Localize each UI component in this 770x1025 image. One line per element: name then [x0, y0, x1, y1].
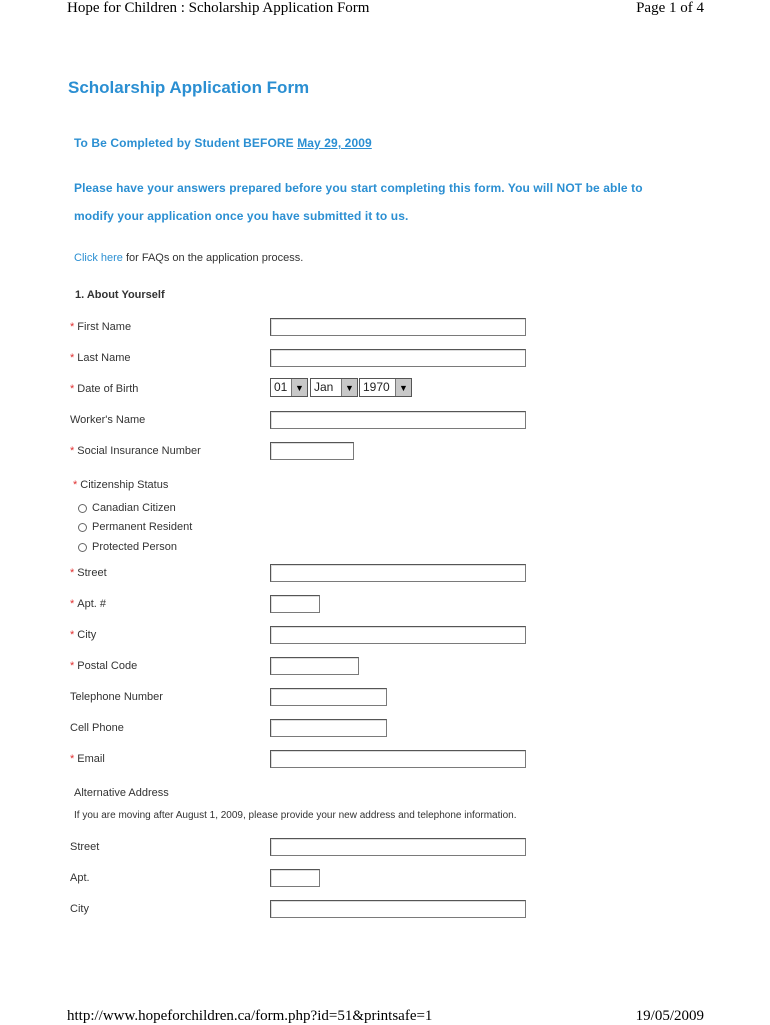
print-header-title: Hope for Children : Scholarship Application Form — [67, 0, 370, 16]
citizenship-option-label: Canadian Citizen — [92, 502, 176, 514]
required-marker: * — [70, 352, 75, 364]
required-marker: * — [70, 321, 75, 333]
citizenship-option-permanent[interactable] — [78, 521, 192, 533]
postal-code-input[interactable] — [270, 657, 359, 675]
dob-label-text: Date of Birth — [77, 383, 139, 395]
telephone-label: Telephone Number — [70, 691, 163, 703]
required-marker: * — [70, 629, 75, 641]
sin-label-text: Social Insurance Number — [77, 445, 201, 457]
first-name-input[interactable] — [270, 318, 526, 336]
apt-label — [70, 598, 106, 610]
citizenship-option-canadian[interactable] — [78, 502, 176, 514]
postal-code-label-text: Postal Code — [77, 660, 138, 672]
street-input[interactable] — [270, 564, 526, 582]
alt-apt-label: Apt. — [70, 872, 90, 884]
workers-name-input[interactable] — [270, 411, 526, 429]
last-name-input[interactable] — [270, 349, 526, 367]
last-name-label — [70, 352, 130, 364]
street-label — [70, 567, 107, 579]
email-label — [70, 753, 105, 765]
citizenship-option-protected[interactable] — [78, 541, 177, 553]
faq-text: for FAQs on the application process. — [122, 252, 304, 264]
print-page-number: Page 1 of 4 — [636, 0, 704, 16]
faq-notice — [74, 252, 303, 264]
required-marker: * — [70, 660, 75, 672]
section-title: 1. About Yourself — [75, 289, 165, 301]
faq-link[interactable]: Click here — [74, 252, 123, 264]
dob-month-select[interactable] — [310, 378, 358, 397]
citizenship-label-text: Citizenship Status — [80, 479, 169, 491]
email-label-text: Email — [77, 753, 105, 765]
required-marker: * — [70, 598, 75, 610]
print-header — [67, 0, 704, 17]
required-marker: * — [73, 479, 78, 491]
radio-button-icon[interactable] — [78, 543, 87, 552]
sin-input[interactable] — [270, 442, 354, 460]
cell-phone-input[interactable] — [270, 719, 387, 737]
print-footer-url: http://www.hopeforchildren.ca/form.php?id=51&printsafe=1 — [67, 1008, 433, 1024]
citizenship-label — [73, 479, 168, 491]
city-label-text: City — [77, 629, 97, 641]
print-footer — [67, 1008, 704, 1025]
dob-label — [70, 383, 138, 395]
print-footer-date: 19/05/2009 — [635, 1008, 704, 1024]
alt-street-input[interactable] — [270, 838, 526, 856]
deadline-prefix: To Be Completed by Student BEFORE — [74, 136, 298, 150]
required-marker: * — [70, 567, 75, 579]
chevron-down-icon[interactable]: ▼ — [341, 379, 357, 396]
required-marker: * — [70, 383, 75, 395]
alt-city-label: City — [70, 903, 89, 915]
apt-label-text: Apt. # — [77, 598, 107, 610]
warning-line-2: modify your application once you have submitted it to us. — [74, 209, 409, 223]
alternative-address-note: If you are moving after August 1, 2009, please provide your new address and telephone information. — [74, 810, 517, 821]
deadline-date: May 29, 2009 — [297, 136, 372, 150]
sin-label — [70, 445, 201, 457]
alt-apt-input[interactable] — [270, 869, 320, 887]
dob-year-select[interactable] — [359, 378, 412, 397]
radio-button-icon[interactable] — [78, 504, 87, 513]
chevron-down-icon[interactable]: ▼ — [395, 379, 411, 396]
dob-month-value: Jan — [314, 380, 334, 394]
street-label-text: Street — [77, 567, 107, 579]
alt-city-input[interactable] — [270, 900, 526, 918]
telephone-input[interactable] — [270, 688, 387, 706]
first-name-label — [70, 321, 131, 333]
required-marker: * — [70, 445, 75, 457]
last-name-label-text: Last Name — [77, 352, 131, 364]
dob-year-value: 1970 — [363, 380, 390, 394]
alt-street-label: Street — [70, 841, 100, 853]
alternative-address-title: Alternative Address — [74, 787, 169, 799]
first-name-label-text: First Name — [77, 321, 132, 333]
required-marker: * — [70, 753, 75, 765]
deadline-notice — [74, 136, 372, 150]
city-label — [70, 629, 96, 641]
dob-day-value: 01 — [274, 380, 288, 394]
page-title: Scholarship Application Form — [68, 78, 310, 97]
postal-code-label — [70, 660, 137, 672]
warning-line-1: Please have your answers prepared before you start completing this form. You will NOT be able to — [74, 181, 643, 195]
citizenship-option-label: Protected Person — [92, 541, 177, 553]
radio-button-icon[interactable] — [78, 523, 87, 532]
workers-name-label: Worker's Name — [70, 414, 146, 426]
cell-phone-label: Cell Phone — [70, 722, 124, 734]
apt-input[interactable] — [270, 595, 320, 613]
citizenship-option-label: Permanent Resident — [92, 521, 193, 533]
city-input[interactable] — [270, 626, 526, 644]
chevron-down-icon[interactable]: ▼ — [291, 379, 307, 396]
dob-day-select[interactable] — [270, 378, 308, 397]
email-input[interactable] — [270, 750, 526, 768]
